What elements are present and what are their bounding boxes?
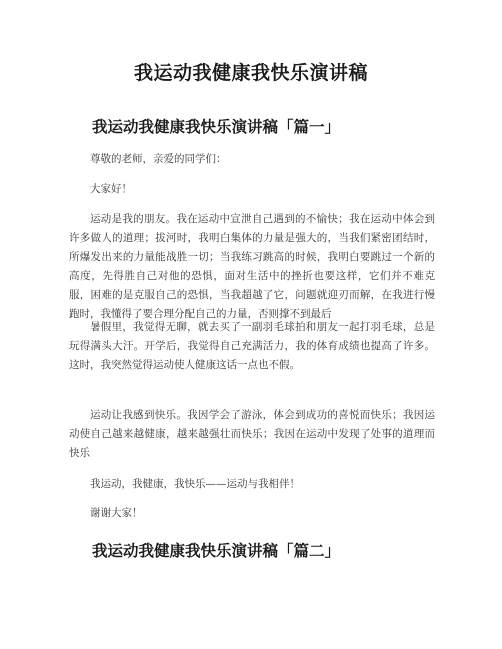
salutation-paragraph: 大家好！: [90, 183, 132, 195]
closing-paragraph: 谢谢大家！: [90, 507, 143, 519]
body-paragraph-1: 运动是我的朋友。我在运动中宣泄自己遇到的不愉快；我在运动中体会到许多做人的道理；拔河时，我明白集体的力量是强大的，当我们紧密团结时，所爆发出来的力量能战胜一切；当我练习跳高的时候，我明白要跳过一个新的高度，先得胜自己对他的恐惧，面对生活中的挫折也要这样，它们并不难克服，困难的是克服自己的恐惧，当我超越了它，问题就迎刃而解，在我进行慢跑时，我懂得了要合理分配自己的力量，否则撑不到最后: [69, 213, 435, 320]
section-heading-1: 我运动我健康我快乐演讲稿「篇一」: [92, 117, 341, 136]
document-title: 我运动我健康我快乐演讲稿: [133, 62, 368, 84]
body-paragraph-3: 运动让我感到快乐。我因学会了游泳，体会到成功的喜悦而快乐；我因运动使自己越来越健康，越来越强壮而快乐；我因在运动中发现了处事的道理而快乐: [69, 409, 435, 459]
body-paragraph-4: 我运动，我健康，我快乐——运动与我相伴！: [90, 478, 300, 490]
section-heading-2: 我运动我健康我快乐演讲稿「篇二」: [92, 541, 341, 560]
body-paragraph-2: 暑假里，我觉得无聊，就去买了一副羽毛球拍和朋友一起打羽毛球，总是玩得满头大汗。开学后，我觉得自己充满活力，我的体育成绩也提高了许多。这时，我突然觉得运动使人健康这话一点也不假。: [69, 321, 435, 371]
greeting-paragraph: 尊敬的老师，亲爱的同学们：: [90, 153, 227, 165]
